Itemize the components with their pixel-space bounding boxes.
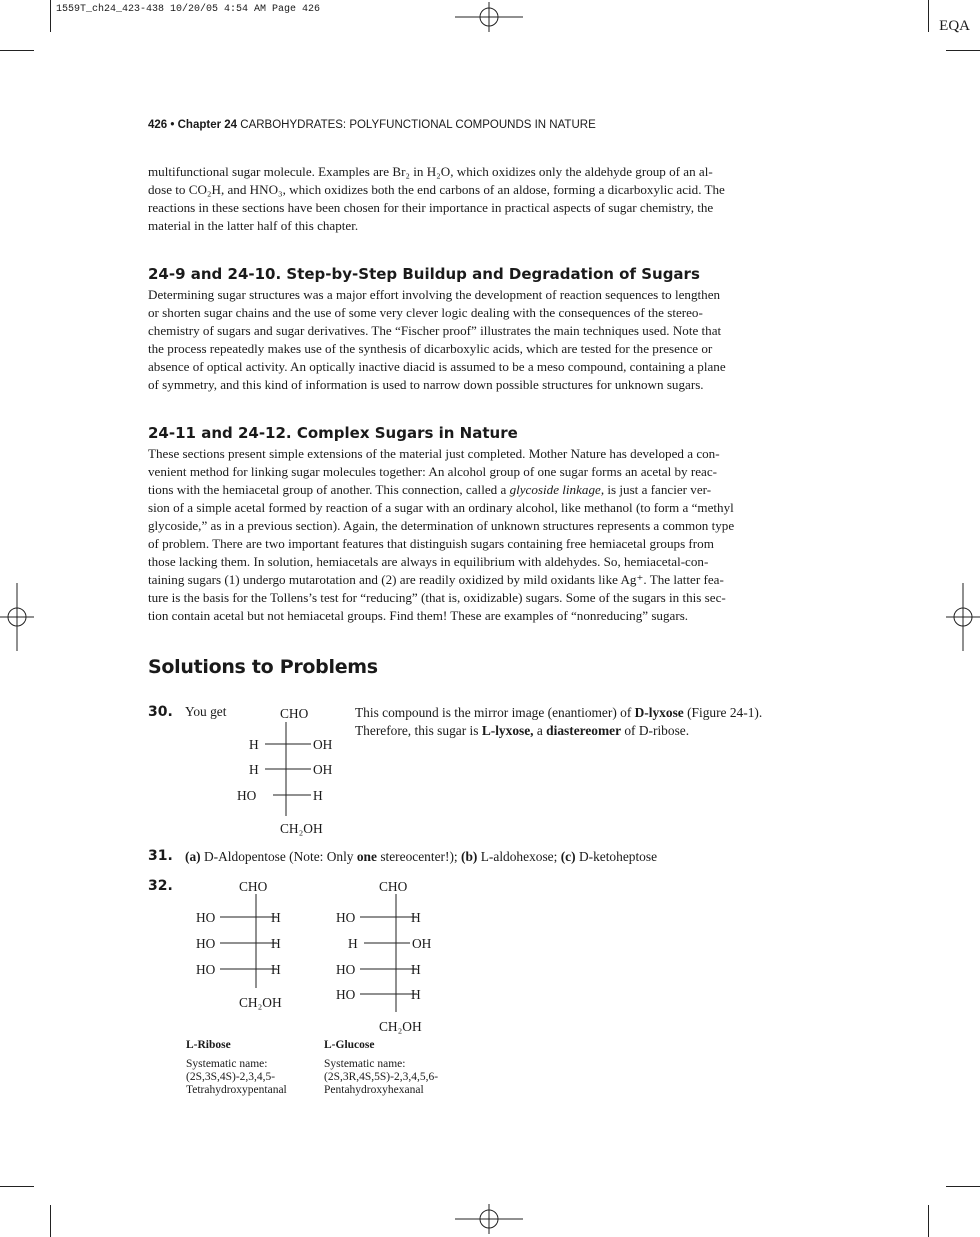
file-slug: 1559T_ch24_423-438 10/20/05 4:54 AM Page 426 xyxy=(56,4,321,15)
fischer-projection-lyxose xyxy=(225,700,355,840)
part-label: (c) xyxy=(560,849,576,864)
bold-term: diastereomer xyxy=(546,723,622,738)
text-line: taining sugars (1) undergo mutarotation and (2) are readily oxidized by mild oxidants like Ag⁺. The latter fea- xyxy=(148,572,724,587)
fischer-left: HO xyxy=(336,962,356,977)
text-line: those lacking them. In solution, hemiacetals are always in equilibrium with aldehydes. So, hemiacetal-con- xyxy=(148,554,709,569)
italic-term: glycoside linkage, xyxy=(509,482,605,497)
fischer-right: OH xyxy=(313,737,333,752)
fischer-right: H xyxy=(271,962,281,977)
text-line: sion of a simple acetal formed by reaction of a sugar with an ordinary alcohol, like methanol (to form a “methyl xyxy=(148,500,734,515)
text-line: absence of optical activity. An optically inactive diacid is assumed to be a meso compound, containing a plane xyxy=(148,359,726,374)
fischer-left: HO xyxy=(336,910,356,925)
bold-term: L-lyxose, xyxy=(481,723,534,738)
fischer-bottom: CH₂OH xyxy=(239,995,282,1010)
chapter-label: Chapter 24 xyxy=(177,119,238,131)
fischer-right: H xyxy=(411,910,421,925)
fischer-right: H xyxy=(271,910,281,925)
fischer-bottom: CH₂OH xyxy=(280,821,323,836)
caption-line: Systematic name: xyxy=(324,1058,406,1070)
text-line: multifunctional sugar molecule. Examples are Br₂ in H₂O, which oxidizes only the aldehyde group of an al- xyxy=(148,164,713,179)
text-line: material in the latter half of this chapter. xyxy=(148,218,359,233)
fischer-projection-ribose xyxy=(180,872,320,1017)
part-label: (b) xyxy=(461,849,478,864)
fischer-top: CHO xyxy=(280,706,309,721)
fischer-right: H xyxy=(411,987,421,1002)
problem-lead: You get xyxy=(185,704,227,719)
fischer-left: HO xyxy=(336,987,356,1002)
fischer-left: HO xyxy=(237,788,257,803)
text-span: This compound is the mirror image (enantiomer) of xyxy=(355,705,635,720)
text-span: a xyxy=(533,723,547,738)
text-line: the process repeatedly makes use of the synthesis of dicarboxylic acids, which are tested for the presence or xyxy=(148,341,713,356)
part-label: (a) xyxy=(185,849,201,864)
text-line: tion contain acetal but not hemiacetal groups. Find them! These are examples of “nonreducing” sugars. xyxy=(148,608,689,623)
text-span: L-aldohexose; xyxy=(480,849,558,864)
solutions-heading: Solutions to Problems xyxy=(148,656,378,678)
text-line: Determining sugar structures was a major effort involving the development of reaction sequences to lengthen xyxy=(148,287,721,302)
caption-line: Systematic name: xyxy=(186,1058,268,1070)
problem-number: 30. xyxy=(148,704,173,720)
caption-line: Tetrahydroxypentanal xyxy=(186,1084,287,1096)
text-line: dose to CO₂H, and HNO₃, which oxidizes both the end carbons of an aldose, forming a dicarboxylic acid. The xyxy=(148,182,725,197)
intro-paragraph xyxy=(148,163,820,235)
page-number: 426 xyxy=(148,119,168,131)
text-line: reactions in these sections have been chosen for their importance in practical aspects of sugar chemistry, the xyxy=(148,200,714,215)
chapter-title: CARBOHYDRATES: POLYFUNCTIONAL COMPOUNDS IN NATURE xyxy=(240,119,596,131)
section-paragraph xyxy=(148,286,820,394)
fischer-right: OH xyxy=(412,936,432,951)
text-span: D-Aldopentose (Note: Only xyxy=(203,849,354,864)
caption-line: (2S,3S,4S)-2,3,4,5- xyxy=(186,1071,276,1083)
compound-name: L-Ribose xyxy=(186,1039,231,1051)
text-line: or shorten sugar chains and the use of some very clever logic dealing with the consequences of the stereo- xyxy=(148,305,703,320)
fischer-top: CHO xyxy=(239,879,268,894)
running-head xyxy=(148,119,596,131)
text-line: of symmetry, and this kind of information is used to narrow down possible structures for unknown sugars. xyxy=(148,377,704,392)
text-span: D-ketoheptose xyxy=(578,849,658,864)
fischer-left: H xyxy=(249,737,259,752)
text-line: chemistry of sugars and sugar derivatives. The “Fischer proof” illustrates the main techniques used. Note that xyxy=(148,323,722,338)
text-line: These sections present simple extensions of the material just completed. Mother Nature has developed a con- xyxy=(148,446,720,461)
fischer-right: H xyxy=(313,788,323,803)
ribose-caption xyxy=(186,1039,320,1097)
text-line: glycoside,” as in a previous section). Again, the determination of unknown structures represents a common type xyxy=(148,518,735,533)
fischer-projection-glucose xyxy=(320,872,470,1037)
problem-31-text xyxy=(185,849,657,865)
problem-number: 32. xyxy=(148,878,173,894)
caption-line: Pentahydroxyhexanal xyxy=(324,1084,424,1096)
fischer-bottom: CH₂OH xyxy=(379,1019,422,1034)
problem-number: 31. xyxy=(148,848,173,864)
fischer-right: H xyxy=(411,962,421,977)
text-span: Therefore, this sugar is xyxy=(355,723,482,738)
bullet: • xyxy=(170,119,175,131)
fischer-left: HO xyxy=(196,936,216,951)
text-span: stereocenter!); xyxy=(380,849,458,864)
fischer-left: HO xyxy=(196,962,216,977)
text-line xyxy=(148,481,820,499)
text-line xyxy=(355,722,825,740)
text-line xyxy=(355,704,825,722)
fischer-right: H xyxy=(271,936,281,951)
bold-term: one xyxy=(356,849,377,864)
section-heading: 24-9 and 24-10. Step-by-Step Buildup and Degradation of Sugars xyxy=(148,265,700,283)
problem-30-text xyxy=(355,704,825,740)
fischer-top: CHO xyxy=(379,879,408,894)
fischer-right: OH xyxy=(313,762,333,777)
eqa-mark: EQA xyxy=(939,18,970,34)
glucose-caption xyxy=(324,1039,474,1097)
fischer-left: H xyxy=(348,936,358,951)
text-span: tions with the hemiacetal group of another. This connection, called a xyxy=(148,482,507,497)
text-line: of problem. There are two important features that distinguish sugars containing free hemiacetal groups from xyxy=(148,536,714,551)
compound-name: L-Glucose xyxy=(324,1039,375,1051)
text-span: is just a fancier ver- xyxy=(607,482,712,497)
section-heading: 24-11 and 24-12. Complex Sugars in Nature xyxy=(148,424,518,442)
fischer-left: HO xyxy=(196,910,216,925)
caption-line: (2S,3R,4S,5S)-2,3,4,5,6- xyxy=(324,1071,439,1083)
bold-term: D-lyxose xyxy=(634,705,684,720)
text-line: venient method for linking sugar molecules together: An alcohol group of one sugar forms an acetal by reac- xyxy=(148,464,718,479)
text-line: ture is the basis for the Tollens’s test for “reducing” (that is, oxidizable) sugars. Some of the sugars in this sec- xyxy=(148,590,726,605)
section-paragraph xyxy=(148,445,820,625)
text-span: of D-ribose. xyxy=(621,723,690,738)
fischer-left: H xyxy=(249,762,259,777)
text-span: (Figure 24-1). xyxy=(683,705,763,720)
